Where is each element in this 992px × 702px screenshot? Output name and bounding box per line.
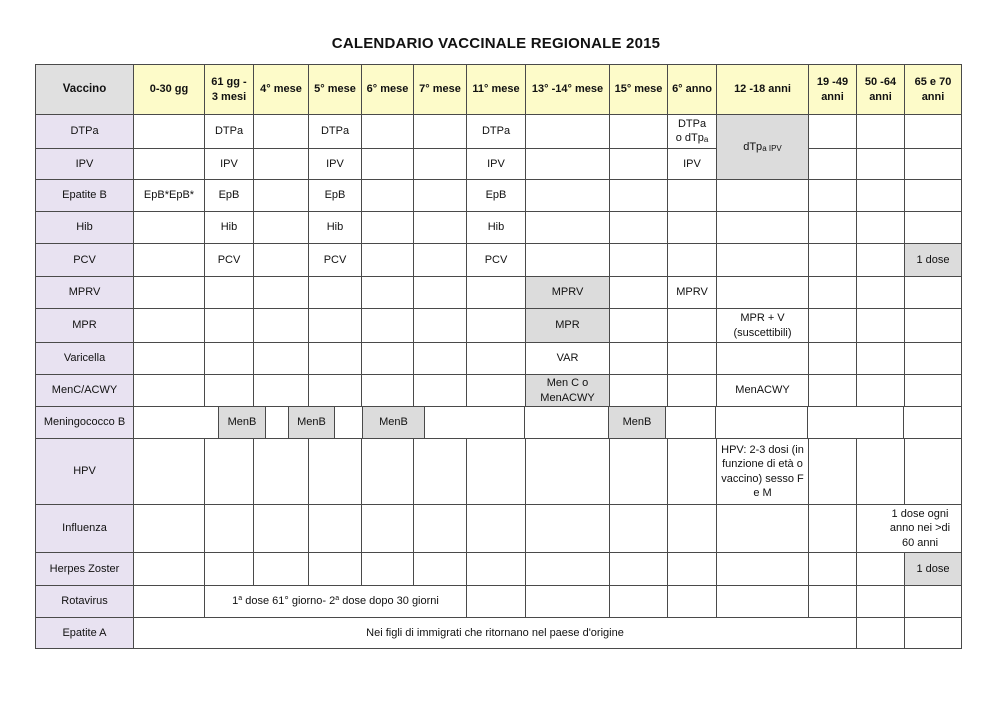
cell-epb-0-30: EpB*EpB* (134, 180, 205, 212)
header-19-49-anni: 19 -49 anni (809, 65, 857, 115)
cell-dtpa-ipv-12-18: dTpa IPV (717, 115, 809, 180)
cell-mpr-12-18: MPR + V (suscettibili) (717, 309, 809, 343)
table-row (36, 309, 962, 343)
cell-ipv-61gg: IPV (205, 149, 254, 180)
table-row (36, 244, 962, 277)
cell-mprv-6anno: MPRV (668, 277, 717, 309)
table-row (36, 439, 962, 505)
table-row (36, 343, 962, 375)
cell-dtpa-61gg: DTPa (205, 115, 254, 149)
vaccination-calendar-table (35, 64, 962, 649)
cell-menc-13-14: Men C o MenACWY (526, 375, 610, 407)
row-label-mpr: MPR (36, 309, 134, 343)
row-label-herpes-zoster: Herpes Zoster (36, 553, 134, 586)
cell-hib-5mese: Hib (309, 212, 362, 244)
table-row (36, 149, 962, 180)
row-label-rotavirus: Rotavirus (36, 586, 134, 618)
cell-mprv-13-14: MPRV (526, 277, 610, 309)
cell-dtpa-11mese: DTPa (467, 115, 526, 149)
cell-hib-11mese: Hib (467, 212, 526, 244)
cell-epb-5mese: EpB (309, 180, 362, 212)
table-row (36, 212, 962, 244)
cell-hib-61gg: Hib (205, 212, 254, 244)
row-label-epatite-a: Epatite A (36, 618, 134, 649)
menb-timeline (134, 407, 962, 439)
header-7-mese: 7° mese (414, 65, 467, 115)
header-61-gg: 61 gg - 3 mesi (205, 65, 254, 115)
menb-dose-3: MenB (362, 407, 425, 438)
cell-rotavirus-schedule: 1$^a$ dose 61° giorno- 2$^a$ dose dopo 30 giorni (205, 586, 467, 618)
cell-epb-11mese: EpB (467, 180, 526, 212)
cell-epb-61gg: EpB (205, 180, 254, 212)
row-label-varicella: Varicella (36, 343, 134, 375)
table-row (36, 505, 962, 553)
cell-pcv-61gg: PCV (205, 244, 254, 277)
header-15-mese: 15° mese (610, 65, 668, 115)
cell-dtpa-5mese: DTPa (309, 115, 362, 149)
cell-epatite-a-note: Nei figli di immigrati che ritornano nel paese d'origine (134, 618, 857, 649)
cell-hpv-12-18: HPV: 2-3 dosi (in funzione di età o vaccino) sesso F e M (717, 439, 809, 505)
row-label-influenza: Influenza (36, 505, 134, 553)
menb-dose-4: MenB (608, 407, 666, 438)
cell-pcv-11mese: PCV (467, 244, 526, 277)
cell-pcv-5mese: PCV (309, 244, 362, 277)
row-label-pcv: PCV (36, 244, 134, 277)
header-0-30-gg: 0-30 gg (134, 65, 205, 115)
header-11-mese: 11° mese (467, 65, 526, 115)
table-row (36, 115, 962, 149)
row-label-ipv: IPV (36, 149, 134, 180)
row-label-menb: Meningococco B (36, 407, 134, 439)
table-row (36, 618, 962, 649)
table-row (36, 586, 962, 618)
cell-ipv-11mese: IPV (467, 149, 526, 180)
cell-herpes-65-70: 1 dose (905, 553, 962, 586)
header-5-mese: 5° mese (309, 65, 362, 115)
cell-ipv-6anno: IPV (668, 149, 717, 180)
header-row (36, 65, 962, 115)
cell-influenza-65-70: 1 dose ogni anno nei >di 60 anni (857, 505, 962, 553)
table-row (36, 180, 962, 212)
header-50-64-anni: 50 -64 anni (857, 65, 905, 115)
menb-dose-1: MenB (218, 407, 266, 438)
header-4-mese: 4° mese (254, 65, 309, 115)
cell-ipv-5mese: IPV (309, 149, 362, 180)
cell-dtpa-6anno: DTPa o dTpa (668, 115, 717, 149)
table-row (36, 407, 962, 439)
table-row (36, 375, 962, 407)
header-6-anno: 6° anno (668, 65, 717, 115)
row-label-hib: Hib (36, 212, 134, 244)
cell-menacwy-12-18: MenACWY (717, 375, 809, 407)
header-vaccino: Vaccino (36, 65, 134, 115)
row-label-dtpa: DTPa (36, 115, 134, 149)
menb-dose-2: MenB (288, 407, 335, 438)
header-13-14-mese: 13° -14° mese (526, 65, 610, 115)
cell-mpr-13-14: MPR (526, 309, 610, 343)
page-title: CALENDARIO VACCINALE REGIONALE 2015 (331, 35, 661, 52)
header-12-18-anni: 12 -18 anni (717, 65, 809, 115)
cell-pcv-65-70: 1 dose (905, 244, 962, 277)
cell-var-13-14: VAR (526, 343, 610, 375)
table-row (36, 553, 962, 586)
table-row (36, 277, 962, 309)
header-65-70-anni: 65 e 70 anni (905, 65, 962, 115)
row-label-epatite-b: Epatite B (36, 180, 134, 212)
header-6-mese: 6° mese (362, 65, 414, 115)
row-label-hpv: HPV (36, 439, 134, 505)
row-label-mprv: MPRV (36, 277, 134, 309)
row-label-menc: MenC/ACWY (36, 375, 134, 407)
